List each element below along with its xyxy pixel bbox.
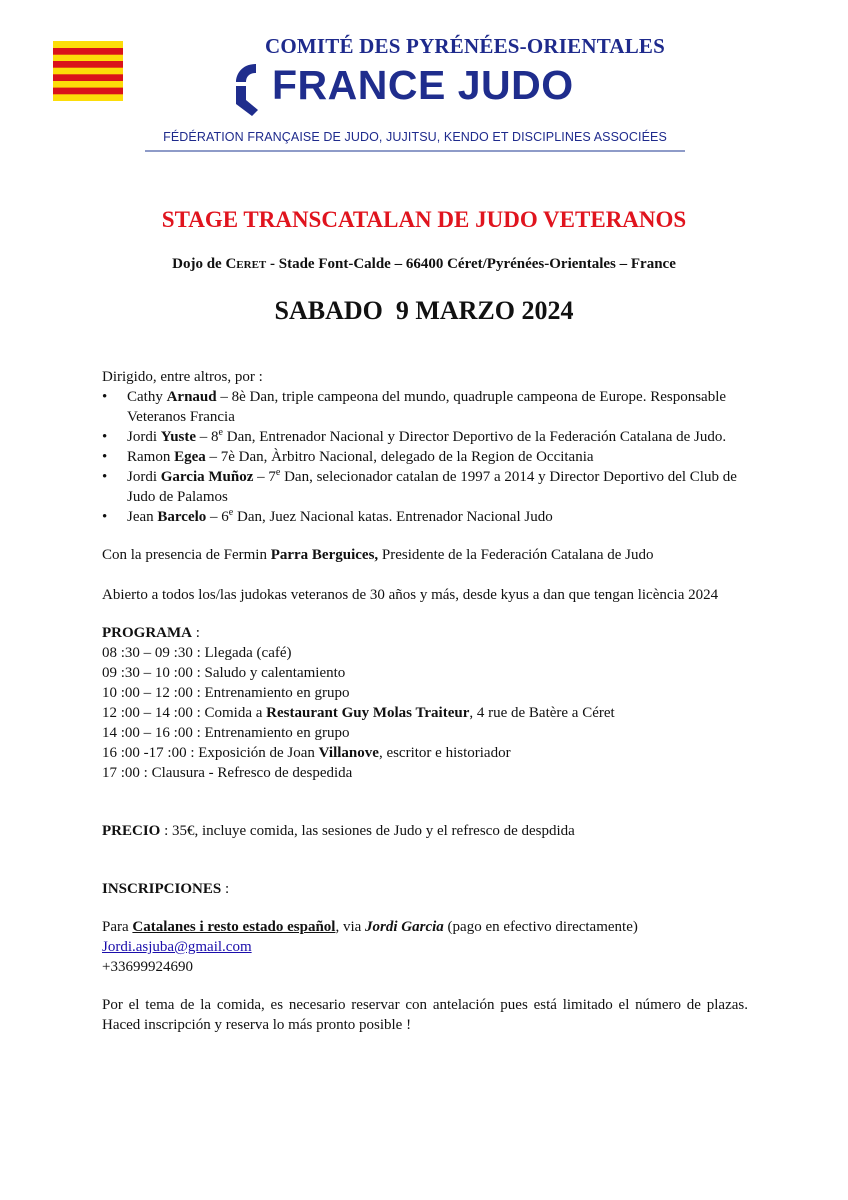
precio-line: PRECIO : 35€, incluye comida, las sesiones de Judo y el refresco de despdida (102, 823, 575, 839)
directors-list (102, 387, 748, 527)
phone-number: +33699924690 (102, 959, 193, 975)
directors-intro: Dirigido, entre altros, por : (102, 369, 263, 385)
catalan-flag (53, 41, 123, 101)
event-venue: Dojo de Ceret - Stade Font-Calde – 66400 Céret/Pyrénées-Orientales – France (172, 256, 676, 272)
eligibility-text: Abierto a todos los/las judokas veteranos de 30 años y más, desde kyus a dan que tengan licència 2024 (102, 587, 719, 603)
director-item: • Jordi Yuste – 8e Dan, Entrenador Nacional y Director Deportivo de la Federación Catalana de Judo. (102, 427, 748, 447)
director-item: • Jean Barcelo – 6e Dan, Juez Nacional katas. Entrenador Nacional Judo (102, 507, 748, 527)
document-body (102, 367, 748, 1035)
programa-heading: PROGRAMA : (102, 625, 200, 641)
inscripciones-heading: INSCRIPCIONES : (102, 881, 230, 897)
registration-line: Para Catalanes i resto estado español, via Jordi Garcia (pago en efectivo directamente) (102, 919, 638, 935)
programa-item: 08 :30 – 09 :30 : Llegada (café) (102, 645, 292, 661)
france-judo-logo-icon (228, 60, 268, 116)
director-item: • Ramon Egea – 7è Dan, Àrbitro Nacional, delegado de la Region de Occitania (102, 447, 748, 467)
director-item: • Jordi Garcia Muñoz – 7e Dan, selecionador catalan de 1997 a 2014 y Director Deportivo del Club de Judo de Palamos (102, 467, 748, 507)
programa-item: 09 :30 – 10 :00 : Saludo y calentamiento (102, 665, 346, 681)
presence-line: Con la presencia de Fermin Parra Berguices, Presidente de la Federación Catalana de Judo (102, 547, 654, 563)
email-link[interactable]: Jordi.asjuba@gmail.com (102, 939, 252, 955)
reservation-note: Por el tema de la comida, es necesario reservar con antelación pues está limitado el número de plazas. Haced inscripción y reserva lo más pronto posible ! (102, 997, 748, 1033)
director-item: • Cathy Arnaud – 8è Dan, triple campeona del mundo, quadruple campeona de Europe. Responsable Veteranos Francia (102, 387, 748, 427)
brand-name: FRANCE JUDO (272, 62, 574, 108)
programa-item: 17 :00 : Clausura - Refresco de despedida (102, 765, 353, 781)
event-date: SABADO 9 MARZO 2024 (274, 296, 574, 325)
federation-name: FÉDÉRATION FRANÇAISE DE JUDO, JUJITSU, KENDO ET DISCIPLINES ASSOCIÉES (163, 130, 667, 144)
header-divider (145, 150, 685, 152)
event-title: STAGE TRANSCATALAN DE JUDO VETERANOS (161, 207, 687, 232)
committee-name: COMITÉ DES PYRÉNÉES-ORIENTALES (264, 34, 666, 58)
programa-item: 10 :00 – 12 :00 : Entrenamiento en grupo (102, 685, 350, 701)
programa-item: 12 :00 – 14 :00 : Comida a Restaurant Guy Molas Traiteur, 4 rue de Batère a Céret (102, 705, 615, 721)
programa-item: 16 :00 -17 :00 : Exposición de Joan Villanove, escritor e historiador (102, 745, 511, 761)
programa-item: 14 :00 – 16 :00 : Entrenamiento en grupo (102, 725, 350, 741)
